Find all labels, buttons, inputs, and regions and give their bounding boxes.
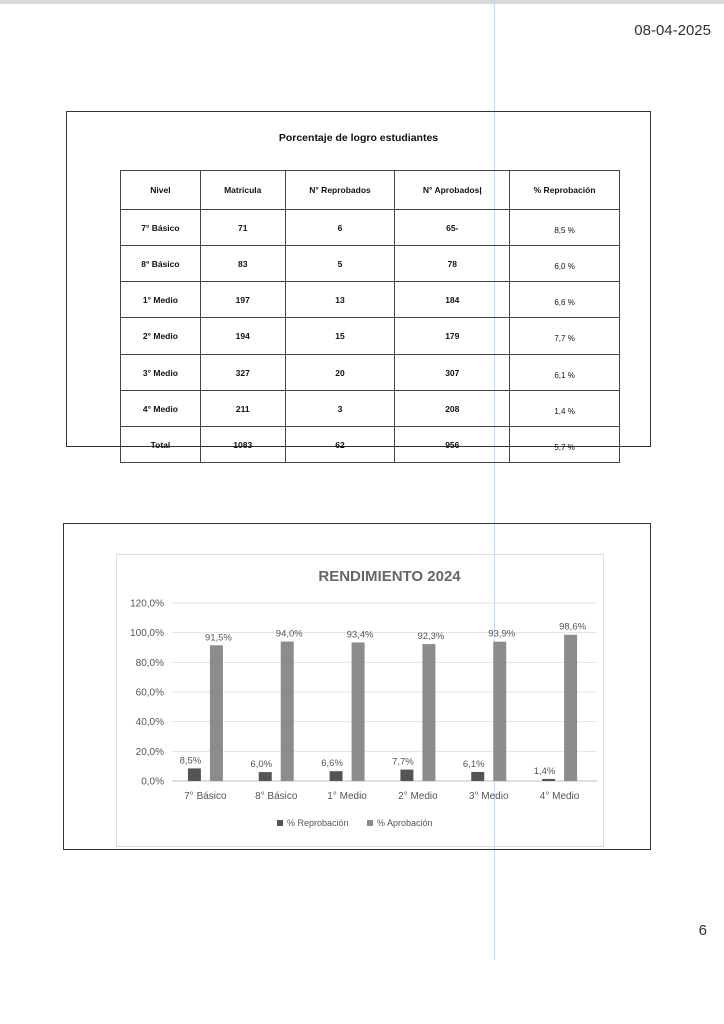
bar-reprobacion	[400, 770, 413, 781]
data-label: 92,3%	[417, 631, 445, 643]
cell-reprobados: 62	[285, 427, 395, 463]
cell-pct-reprobacion: 5,7 %	[510, 427, 620, 463]
bar-aprobacion	[422, 644, 435, 781]
header-reprobados: N° Reprobados	[285, 171, 395, 210]
x-tick-label: 8° Básico	[255, 791, 298, 802]
table-row	[121, 355, 620, 391]
bar-aprobacion	[352, 642, 365, 781]
legend-swatch	[367, 820, 373, 826]
grades-table	[120, 170, 620, 463]
cell-aprobados: 956	[395, 427, 510, 463]
table-row	[121, 282, 620, 318]
scan-edge	[0, 0, 724, 4]
legend-swatch	[277, 820, 283, 826]
data-label: 6,6%	[321, 758, 343, 770]
data-label: 6,0%	[250, 759, 273, 771]
cell-nivel: 7° Básico	[121, 210, 201, 246]
cell-pct-reprobacion: 6,6 %	[510, 282, 620, 318]
cell-matricula: 197	[200, 282, 285, 318]
cell-pct-reprobacion: 7,7 %	[510, 318, 620, 355]
data-label: 94,0%	[275, 628, 303, 640]
cell-aprobados: 208	[395, 391, 510, 427]
cell-nivel: 2° Medio	[121, 318, 201, 355]
data-label: 7,7%	[392, 756, 414, 768]
cell-nivel: 8° Básico	[121, 246, 201, 282]
cell-reprobados: 13	[285, 282, 395, 318]
header-nivel: Nivel	[121, 171, 201, 210]
data-label: 8,5%	[179, 755, 202, 767]
data-label: 91,5%	[204, 632, 232, 644]
y-tick-label: 0,0%	[141, 776, 164, 788]
y-tick-label: 100,0%	[130, 628, 164, 640]
bar-reprobacion	[259, 772, 272, 781]
table-slide	[66, 111, 651, 452]
cell-aprobados: 307	[395, 355, 510, 391]
page-date: 08-04-2025	[634, 22, 711, 39]
data-label: 6,1%	[462, 758, 485, 770]
table-row	[121, 391, 620, 427]
y-tick-label: 80,0%	[135, 657, 164, 669]
cell-aprobados: 179	[395, 318, 510, 355]
bar-aprobacion	[564, 635, 577, 781]
page-number: 6	[698, 922, 707, 939]
x-tick-label: 2° Medio	[398, 791, 438, 802]
header-pct-reprobacion: % Reprobación	[510, 171, 620, 210]
bar-aprobacion	[281, 642, 294, 781]
x-tick-label: 7° Básico	[184, 791, 227, 802]
x-tick-label: 3° Medio	[468, 791, 509, 802]
data-label: 1,4%	[533, 765, 556, 777]
bar-chart	[117, 555, 603, 846]
chart-title: RENDIMIENTO 2024	[318, 568, 461, 585]
legend-label: % Reprobación	[287, 818, 349, 828]
y-tick-label: 120,0%	[130, 598, 164, 610]
cell-matricula: 1083	[200, 427, 285, 463]
chart-frame	[116, 554, 604, 847]
cell-pct-reprobacion: 1,4 %	[510, 391, 620, 427]
table-total-row	[121, 427, 620, 463]
table-row	[121, 210, 620, 246]
cell-matricula: 71	[200, 210, 285, 246]
bar-reprobacion	[330, 771, 343, 781]
cell-reprobados: 15	[285, 318, 395, 355]
y-tick-label: 60,0%	[135, 687, 164, 699]
cell-nivel: 1° Medio	[121, 282, 201, 318]
table-row	[121, 246, 620, 282]
cell-pct-reprobacion: 8,5 %	[510, 210, 620, 246]
cell-reprobados: 3	[285, 391, 395, 427]
y-tick-label: 40,0%	[135, 717, 164, 729]
cell-matricula: 194	[200, 318, 285, 355]
cell-aprobados: 65-	[395, 210, 510, 246]
legend-label: % Aprobación	[377, 818, 433, 828]
cell-reprobados: 20	[285, 355, 395, 391]
bar-aprobacion	[210, 645, 223, 781]
x-tick-label: 1° Medio	[327, 791, 367, 802]
chart-slide	[63, 523, 651, 850]
cell-pct-reprobacion: 6,0 %	[510, 246, 620, 282]
cell-matricula: 327	[200, 355, 285, 391]
cell-reprobados: 5	[285, 246, 395, 282]
data-label: 93,9%	[488, 628, 516, 640]
table-header-row	[121, 171, 620, 210]
cell-reprobados: 6	[285, 210, 395, 246]
bar-reprobacion	[471, 772, 484, 781]
table-row	[121, 318, 620, 355]
data-label: 98,6%	[559, 621, 587, 633]
x-tick-label: 4° Medio	[539, 791, 580, 802]
cell-matricula: 83	[200, 246, 285, 282]
cell-aprobados: 184	[395, 282, 510, 318]
bar-reprobacion	[542, 779, 555, 781]
cell-pct-reprobacion: 6,1 %	[510, 355, 620, 391]
data-label: 93,4%	[346, 629, 374, 641]
cell-nivel: Total	[121, 427, 201, 463]
table-title: Porcentaje de logro estudiantes	[278, 132, 439, 144]
cell-aprobados: 78	[395, 246, 510, 282]
cell-matricula: 211	[200, 391, 285, 427]
bar-reprobacion	[188, 768, 201, 781]
y-tick-label: 20,0%	[135, 746, 164, 758]
cell-nivel: 3° Medio	[121, 355, 201, 391]
cell-nivel: 4° Medio	[121, 391, 201, 427]
header-matricula: Matricula	[200, 171, 285, 210]
header-aprobados: N° Aprobados|	[395, 171, 510, 210]
bar-aprobacion	[493, 642, 506, 781]
